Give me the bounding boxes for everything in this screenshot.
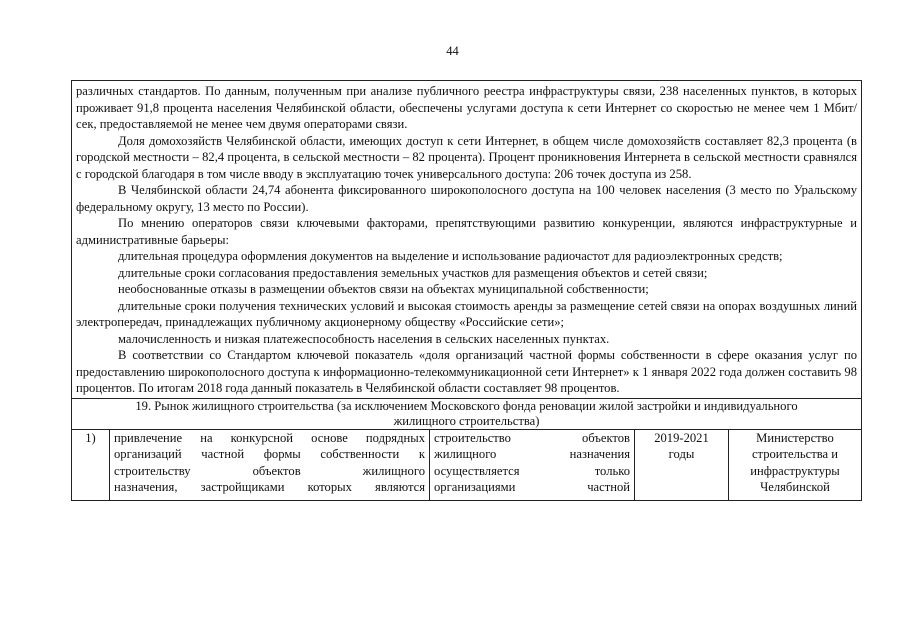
result-line: осуществляется только: [434, 463, 630, 478]
measure-line: назначения, застройщиками которых являются: [114, 480, 425, 494]
paragraph: малочисленность и низкая платежеспособность населения в сельских населенных пунктах.: [118, 331, 610, 346]
result-line: жилищного назначения: [434, 447, 630, 461]
measure-line: строительству объектов жилищного: [114, 463, 425, 478]
paragraph: длительные сроки получения технических условий и высокая стоимость аренды за размещение сетей связи на опорах воздушных линий электропередач, принадлежащих публичному акционерному обществу «Российские сети»;: [76, 298, 857, 329]
term-cell: [635, 430, 729, 500]
paragraph: В соответствии со Стандартом ключевой показатель «доля организаций частной формы собственности в сфере оказания услуг по предоставлению широкополосного доступа к информационно-телекоммуникационной сети Интернет» к 1 января 2022 года должен составить 98 процентов. По итогам 2018 года данный показатель в Челябинской области составляет 98 процентов.: [76, 348, 857, 395]
executor-line: Министерство: [756, 430, 834, 445]
paragraph: В Челябинской области 24,74 абонента фиксированного широкополосного доступа на 100 человек населения (3 место по Уральскому федеральному округу, 13 место по России).: [76, 183, 857, 214]
paragraph: По мнению операторов связи ключевыми факторами, препятствующими развитию конкуренции, являются инфраструктурные и административные барьеры:: [76, 216, 857, 247]
table-row: [72, 430, 861, 500]
measure-line: организаций частной формы собственности к: [114, 447, 425, 461]
text-block: [72, 81, 861, 399]
page-number: 44: [446, 44, 459, 58]
executor-cell: [729, 430, 861, 500]
paragraph: необоснованные отказы в размещении объектов связи на объектах муниципальной собственности;: [118, 282, 649, 296]
paragraph: Доля домохозяйств Челябинской области, имеющих доступ к сети Интернет, в общем числе домохозяйств составляет 82,3 процента (в городской местности – 82,4 процента, в сельской местности – 82 процента). Процент проникновения Интернета в сельской местности сравнялся с городской благодаря в том числе вводу в эксплуатацию точек универсального доступа: 206 точек доступа из 258.: [76, 133, 857, 181]
result-line: строительство объектов: [434, 430, 630, 445]
executor-line: инфраструктуры: [750, 463, 840, 478]
document-body: [71, 80, 862, 501]
result-cell: [430, 430, 635, 500]
executor-line: строительства и: [751, 447, 839, 461]
paragraph: длительные сроки согласования предоставления земельных участков для размещения объектов и сетей связи;: [118, 265, 708, 280]
paragraph: длительная процедура оформления документов на выделение и использование радиочастот для радиоэлектронных средств;: [118, 249, 783, 263]
measure-cell: [110, 430, 430, 500]
section-title: 19. Рынок жилищного строительства (за исключением Московского фонда реновации жилой застройки и индивидуального жилищного строительства): [72, 399, 861, 430]
measure-line: привлечение на конкурсной основе подрядных: [114, 430, 425, 445]
row-number: 1): [72, 430, 110, 500]
term-line: годы: [668, 447, 695, 461]
paragraph: различных стандартов. По данным, полученным при анализе публичного реестра инфраструктуры связи, 238 населенных пунктов, в которых проживает 91,8 процента населения Челябинской области, обеспечены услугами доступа к сети Интернет со скоростью не менее чем 1 Мбит/сек, предоставляемой не менее чем двумя операторами связи.: [76, 84, 857, 131]
result-line: организациями частной: [434, 480, 630, 494]
term-line: 2019-2021: [654, 430, 709, 445]
executor-line: Челябинской: [760, 480, 830, 494]
